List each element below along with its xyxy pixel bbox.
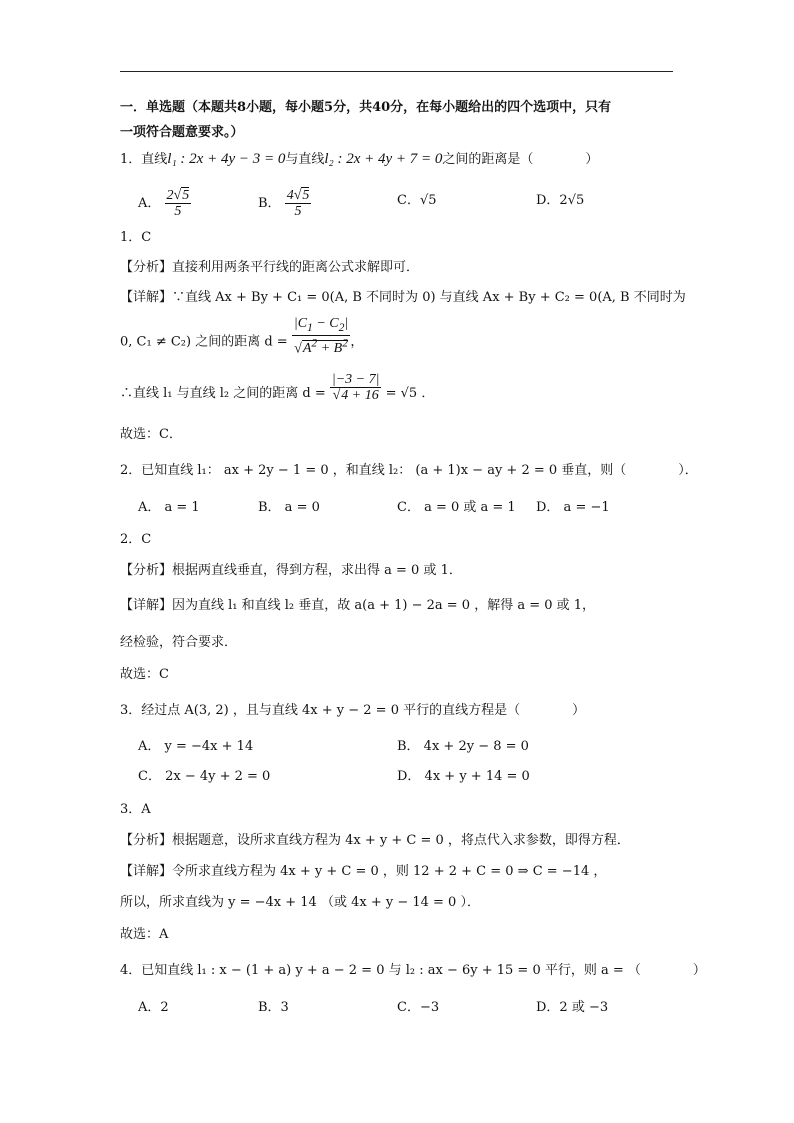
q2-detail: 【详解】因为直线 l₁ 和直线 l₂ 垂直，故 a(a + 1) − 2a = 0 ，解得 a = 0 或 1， xyxy=(120,598,596,613)
q3-option-d: D． 4x + y + 14 = 0 xyxy=(397,769,530,784)
q1-option-d: D．2√5 xyxy=(536,193,585,208)
q1-option-a: A． $\frac{2√5}{5}$ xyxy=(138,188,190,219)
q2-analysis: 【分析】根据两直线垂直，得到方程，求出得 a = 0 或 1． xyxy=(120,563,462,578)
q2-stem: 2．已知直线 l₁： ax + 2y − 1 = 0 ，和直线 l₂： (a + 1)x − ay + 2 = 0 垂直，则（ ）． xyxy=(120,463,698,478)
q4-option-b: B．3 xyxy=(258,1000,289,1015)
q3-result: 所以，所求直线为 y = −4x + 14 （或 4x + y − 14 = 0 ）． xyxy=(120,895,480,910)
q3-option-b: B． 4x + 2y − 8 = 0 xyxy=(397,739,529,754)
q2-answer: 2．C xyxy=(120,532,152,547)
q1-option-b-fraction: $\frac{4√5}{5}$ xyxy=(286,188,310,219)
q2-option-c: C． a = 0 或 a = 1 xyxy=(397,500,516,515)
section-title-cont: 一项符合题意要求。） xyxy=(120,125,244,140)
q1-answer: 1．C xyxy=(120,230,152,245)
q4-option-c: C．−3 xyxy=(397,1000,440,1015)
q3-choice: 故选：A xyxy=(120,927,169,942)
q3-analysis: 【分析】根据题意，设所求直线方程为 4x + y + C = 0 ，将点代入求参数，即得方程． xyxy=(120,833,630,848)
q2-option-d: D． a = −1 xyxy=(536,500,610,515)
q1-stem: 1．直线l₁ : 2x + 4y − 3 = 0与直线l₂ : 2x + 4y + 7 = 0之间的距离是（ ） xyxy=(120,151,599,167)
q1-distance-formula: $\frac{|C_1 - C_2|}{√A^2 + B^2}$ xyxy=(293,316,349,357)
q3-stem: 3．经过点 A(3, 2) ，且与直线 4x + y − 2 = 0 平行的直线方程是（ ） xyxy=(120,703,586,718)
q2-choice: 故选：C xyxy=(120,667,169,682)
q4-option-a: A．2 xyxy=(138,1000,169,1015)
q1-option-c: C．√5 xyxy=(397,193,437,208)
q1-analysis: 【分析】直接利用两条平行线的距离公式求解即可． xyxy=(120,260,420,275)
q1-detail-line3: ∴直线 l₁ 与直线 l₂ 之间的距离 d = $\frac{|-3 - 7|}{√4 + 16}$ = √5 ． xyxy=(120,372,435,403)
q2-check: 经检验，符合要求． xyxy=(120,635,238,650)
q4-stem: 4．已知直线 l₁ : x − (1 + a) y + a − 2 = 0 与 l₂ : ax − 6y + 15 = 0 平行，则 a = （ ） xyxy=(120,963,706,978)
q3-answer: 3．A xyxy=(120,802,151,817)
q1-choice: 故选：C． xyxy=(120,427,182,442)
q3-option-a: A． y = −4x + 14 xyxy=(138,739,254,754)
q1-distance-calc: $\frac{|-3 - 7|}{√4 + 16}$ xyxy=(331,372,380,403)
section-title: 一．单选题（本题共8小题，每小题5分，共40分，在每小题给出的四个选项中，只有 xyxy=(120,100,612,115)
top-rule xyxy=(120,71,673,72)
q3-option-c: C． 2x − 4y + 2 = 0 xyxy=(138,769,271,784)
q1-option-a-fraction: $\frac{2√5}{5}$ xyxy=(166,188,190,219)
q1-detail-line1: 【详解】∵直线 Ax + By + C₁ = 0(A, B 不同时为 0) 与直线 Ax + By + C₂ = 0(A, B 不同时为 xyxy=(120,290,686,305)
q1-detail-line2: 0, C₁ ≠ C₂) 之间的距离 d = $\frac{|C_1 - C_2|}{√A^2 + B^2}$ ， xyxy=(120,316,364,357)
q4-option-d: D．2 或 −3 xyxy=(536,1000,609,1015)
q2-option-a: A． a = 1 xyxy=(138,500,200,515)
q3-detail: 【详解】令所求直线方程为 4x + y + C = 0 ，则 12 + 2 + C = 0 ⇒ C = −14 ， xyxy=(120,864,607,879)
q1-option-b: B． $\frac{4√5}{5}$ xyxy=(258,188,310,219)
q2-option-b: B． a = 0 xyxy=(258,500,320,515)
